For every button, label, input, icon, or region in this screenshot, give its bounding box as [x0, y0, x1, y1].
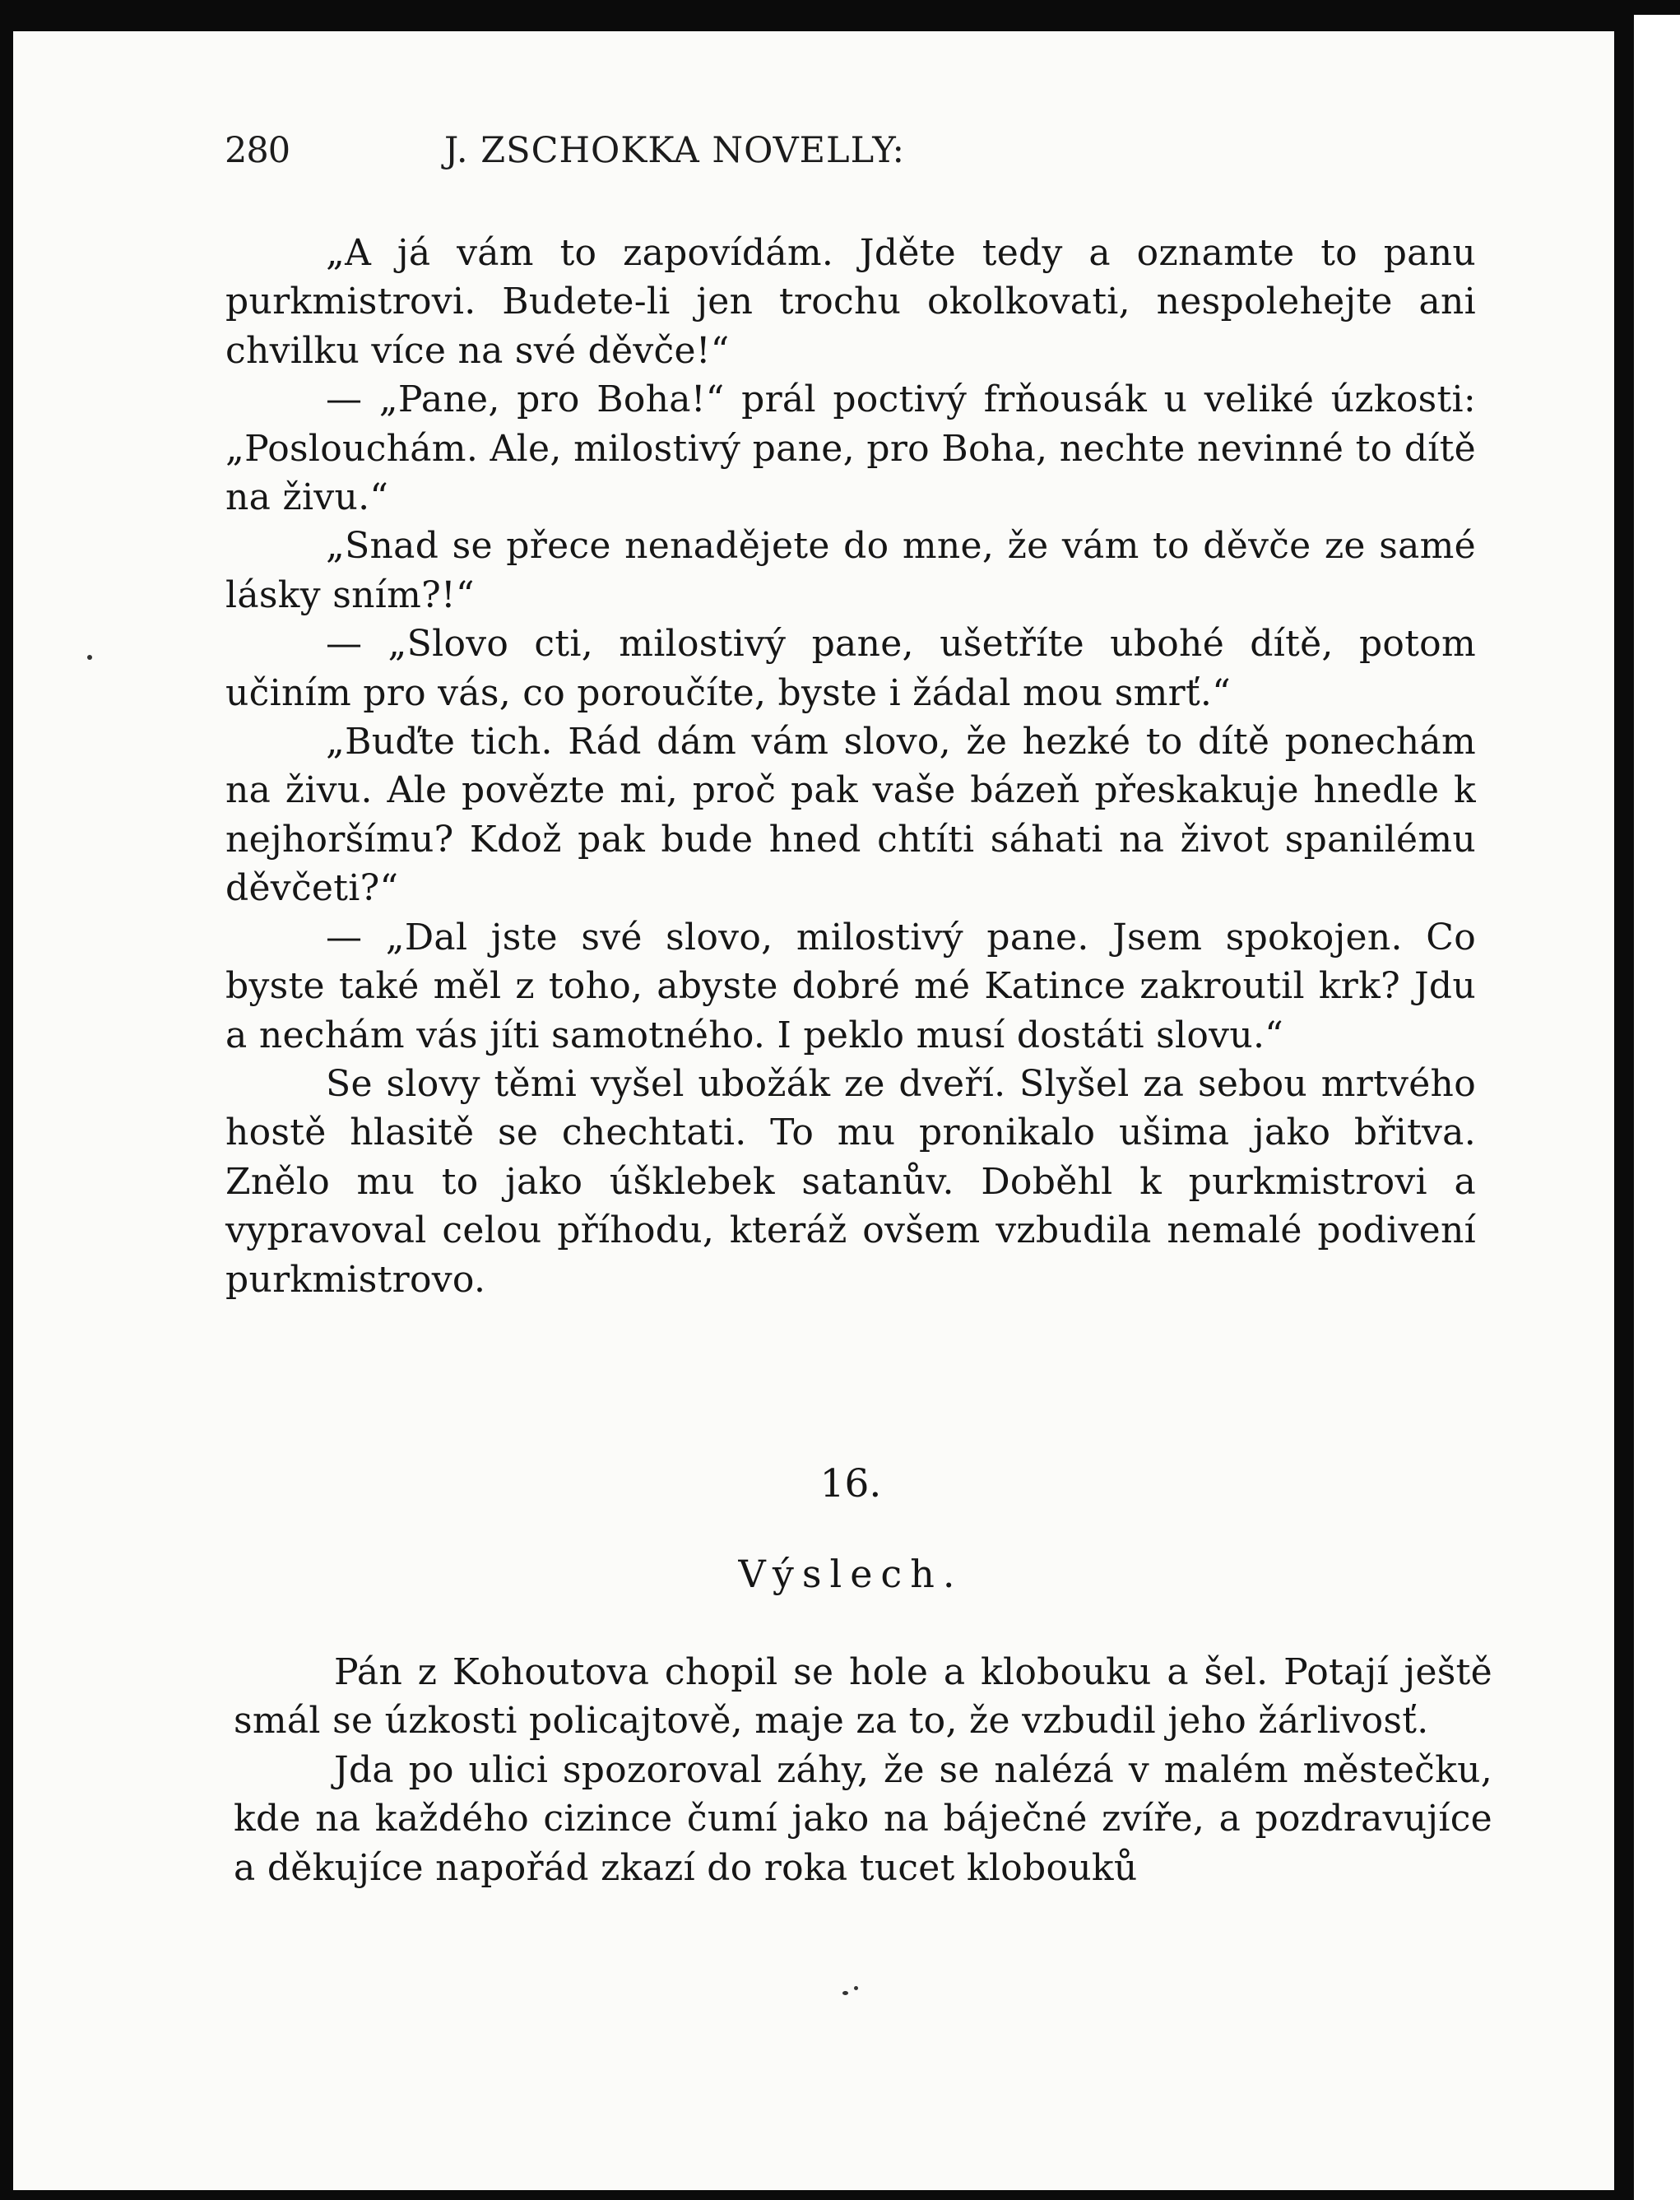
paper-speck: [854, 1986, 858, 1990]
paragraph: „A já vám to zapovídám. Jděte tedy a oznamte to panu purkmistrovi. Budete-li jen trochu okolkovati, nespolehejte ani chvilku více na své děvče!“: [225, 232, 1476, 372]
paragraph: Se slovy těmi vyšel ubožák ze dveří. Slyšel za sebou mrtvého hostě hlasitě se chechtati. To mu pronikalo ušima jako břitva. Znělo mu to jako úšklebek satanův. Doběhl k purkmistrovi a vypravoval celou příhodu, kteráž ovšem vzbudila nemalé podivení purkmistrovo.: [225, 1062, 1476, 1301]
paragraph: Pán z Kohoutova chopil se hole a klobouku a šel. Potají ještě smál se úzkosti policajtově, maje za to, že vzbudil jeho žárlivosť.: [234, 1651, 1492, 1743]
chapter-number: 16.: [819, 1461, 882, 1506]
paragraph: Jda po ulici spozoroval záhy, že se nalézá v malém městečku, kde na každého cizince čumí jako na báječné zvíře, a pozdravujíce a děkujíce napořád zkazí do roka tucet klobouků: [234, 1748, 1492, 1889]
page-header: [210, 130, 1139, 179]
running-title: J. ZSCHOKKA NOVELLY:: [444, 130, 905, 171]
paragraph: — „Pane, pro Boha!“ prál poctivý frňousák u veliké úzkosti: „Poslouchám. Ale, milostivý pane, pro Boha, nechte nevinné to dítě na živu.“: [225, 378, 1476, 519]
paragraph: — „Slovo cti, milostivý pane, ušetříte ubohé dítě, potom učiním pro vás, co poroučíte, byste i žádal mou smrť.“: [225, 623, 1476, 714]
chapter-title: Výslech.: [738, 1552, 963, 1596]
paragraph: „Buďte tich. Rád dám vám slovo, že hezké to dítě ponechám na živu. Ale povězte mi, proč pak vaše bázeň přeskakuje hnedle k nejhoršímu? Kdož pak bude hned chtíti sáhati na život spanilému děvčeti?“: [225, 721, 1476, 910]
adjacent-page-edge: [1634, 15, 1680, 2200]
paragraph: — „Dal jste své slovo, milostivý pane. Jsem spokojen. Co byste také měl z toho, abyste dobré mé Katince zakroutil krk? Jdu a nechám vás jíti samotného. I peklo musí dostáti slovu.“: [225, 916, 1476, 1056]
body-text-top: [225, 229, 1476, 1304]
paper-speck: [87, 655, 92, 660]
paragraph: „Snad se přece nenadějete do mne, že vám to děvče ze samé lásky sním?!“: [225, 525, 1476, 616]
page-number: 280: [225, 130, 290, 171]
paper-speck: [842, 1991, 848, 1995]
body-text-bottom: [234, 1648, 1492, 1892]
